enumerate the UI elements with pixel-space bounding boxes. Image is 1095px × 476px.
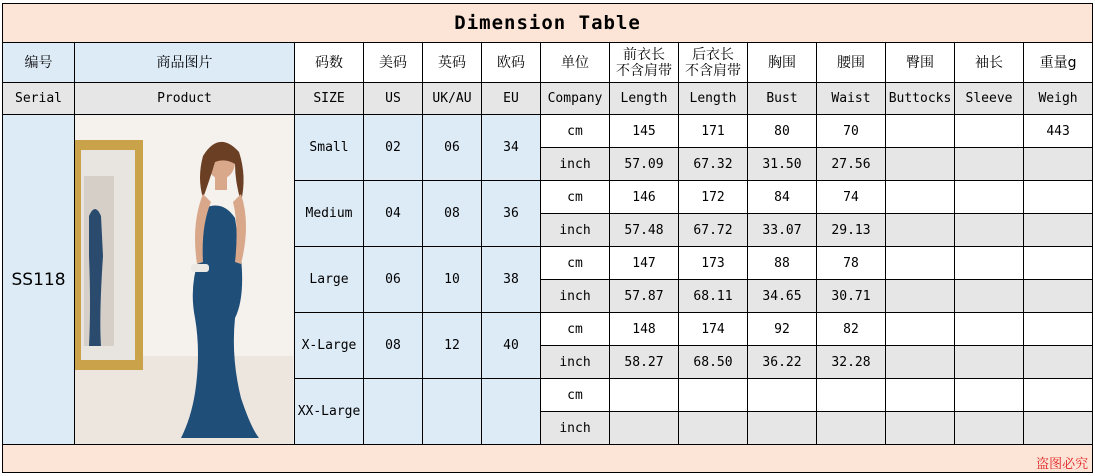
header-cn-unit: 单位 (541, 43, 610, 83)
bust-cm: 80 (748, 115, 817, 148)
back-length-cm: 171 (679, 115, 748, 148)
bust-inch (748, 412, 817, 445)
unit-inch: inch (541, 280, 610, 313)
weight-cm (1024, 379, 1093, 412)
front-length-inch: 58.27 (610, 346, 679, 379)
waist-cm (817, 379, 886, 412)
header-en-serial: Serial (3, 83, 75, 115)
footer-note: 盗图必究 (3, 445, 1093, 473)
sleeve-cm (955, 313, 1024, 346)
back-length-inch: 68.11 (679, 280, 748, 313)
weight-cm: 443 (1024, 115, 1093, 148)
waist-inch: 27.56 (817, 148, 886, 181)
sleeve-cm (955, 181, 1024, 214)
hips-cm (886, 247, 955, 280)
header-en-sleeve: Sleeve (955, 83, 1024, 115)
bust-inch: 34.65 (748, 280, 817, 313)
front-length-inch: 57.48 (610, 214, 679, 247)
front-length-cm: 148 (610, 313, 679, 346)
bust-inch: 31.50 (748, 148, 817, 181)
header-cn-waist: 腰围 (817, 43, 886, 83)
header-cn-front-length: 前衣长 不含肩带 (610, 43, 679, 83)
sleeve-inch (955, 346, 1024, 379)
header-en-eu: EU (482, 83, 541, 115)
sleeve-cm (955, 247, 1024, 280)
front-length-cm: 146 (610, 181, 679, 214)
unit-cm: cm (541, 115, 610, 148)
back-length-inch (679, 412, 748, 445)
table-title: Dimension Table (3, 4, 1093, 43)
header-cn-product: 商品图片 (75, 43, 295, 83)
header-en-uk: UK/AU (423, 83, 482, 115)
hips-inch (886, 148, 955, 181)
serial-number: SS118 (3, 115, 75, 445)
header-en-waist: Waist (817, 83, 886, 115)
sleeve-inch (955, 280, 1024, 313)
size-x-large: X-Large (295, 313, 364, 379)
eu-x-large: 40 (482, 313, 541, 379)
eu-small: 34 (482, 115, 541, 181)
weight-cm (1024, 247, 1093, 280)
weight-inch (1024, 214, 1093, 247)
waist-cm: 78 (817, 247, 886, 280)
front-length-cm: 147 (610, 247, 679, 280)
size-medium: Medium (295, 181, 364, 247)
product-photo (75, 116, 293, 444)
eu-xx-large (482, 379, 541, 445)
unit-inch: inch (541, 346, 610, 379)
us-large: 06 (364, 247, 423, 313)
size-small: Small (295, 115, 364, 181)
weight-cm (1024, 181, 1093, 214)
sleeve-inch (955, 412, 1024, 445)
header-en-bust: Bust (748, 83, 817, 115)
waist-inch: 32.28 (817, 346, 886, 379)
sleeve-cm (955, 115, 1024, 148)
bust-inch: 33.07 (748, 214, 817, 247)
waist-cm: 74 (817, 181, 886, 214)
size-xx-large: XX-Large (295, 379, 364, 445)
hips-cm (886, 115, 955, 148)
header-en-front-length: Length (610, 83, 679, 115)
back-length-inch: 68.50 (679, 346, 748, 379)
header-cn-size: 码数 (295, 43, 364, 83)
header-cn-bust: 胸围 (748, 43, 817, 83)
weight-inch (1024, 412, 1093, 445)
unit-cm: cm (541, 313, 610, 346)
back-length-cm: 172 (679, 181, 748, 214)
unit-inch: inch (541, 412, 610, 445)
eu-large: 38 (482, 247, 541, 313)
waist-inch: 29.13 (817, 214, 886, 247)
dimension-sheet (2, 3, 1092, 473)
unit-cm: cm (541, 247, 610, 280)
front-length-inch (610, 412, 679, 445)
hips-cm (886, 379, 955, 412)
header-cn-back-length: 后衣长 不含肩带 (679, 43, 748, 83)
bust-cm: 88 (748, 247, 817, 280)
header-cn-serial: 编号 (3, 43, 75, 83)
header-en-us: US (364, 83, 423, 115)
size-large: Large (295, 247, 364, 313)
us-medium: 04 (364, 181, 423, 247)
us-small: 02 (364, 115, 423, 181)
header-en-product: Product (75, 83, 295, 115)
hips-inch (886, 346, 955, 379)
waist-inch (817, 412, 886, 445)
weight-inch (1024, 148, 1093, 181)
hips-cm (886, 181, 955, 214)
header-en-unit: Company (541, 83, 610, 115)
hips-inch (886, 280, 955, 313)
header-cn-us: 美码 (364, 43, 423, 83)
uk-xx-large (423, 379, 482, 445)
back-length-cm (679, 379, 748, 412)
header-cn-sleeve: 袖长 (955, 43, 1024, 83)
unit-inch: inch (541, 148, 610, 181)
waist-inch: 30.71 (817, 280, 886, 313)
sleeve-inch (955, 214, 1024, 247)
waist-cm: 70 (817, 115, 886, 148)
front-length-inch: 57.87 (610, 280, 679, 313)
front-length-cm (610, 379, 679, 412)
header-en-size: SIZE (295, 83, 364, 115)
sleeve-cm (955, 379, 1024, 412)
unit-cm: cm (541, 181, 610, 214)
header-en-hips: Buttocks (886, 83, 955, 115)
sleeve-inch (955, 148, 1024, 181)
header-cn-weight: 重量g (1024, 43, 1093, 83)
back-length-inch: 67.32 (679, 148, 748, 181)
weight-cm (1024, 313, 1093, 346)
dimension-table (2, 3, 1093, 473)
header-cn-uk: 英码 (423, 43, 482, 83)
product-image (75, 115, 295, 445)
uk-x-large: 12 (423, 313, 482, 379)
eu-medium: 36 (482, 181, 541, 247)
hips-inch (886, 214, 955, 247)
unit-cm: cm (541, 379, 610, 412)
us-x-large: 08 (364, 313, 423, 379)
unit-inch: inch (541, 214, 610, 247)
back-length-cm: 173 (679, 247, 748, 280)
bust-cm: 92 (748, 313, 817, 346)
uk-large: 10 (423, 247, 482, 313)
back-length-inch: 67.72 (679, 214, 748, 247)
waist-cm: 82 (817, 313, 886, 346)
us-xx-large (364, 379, 423, 445)
header-en-weight: Weigh (1024, 83, 1093, 115)
weight-inch (1024, 346, 1093, 379)
bust-inch: 36.22 (748, 346, 817, 379)
hips-inch (886, 412, 955, 445)
header-cn-hips: 臀围 (886, 43, 955, 83)
header-cn-eu: 欧码 (482, 43, 541, 83)
header-row-cn (3, 43, 1093, 83)
front-length-cm: 145 (610, 115, 679, 148)
table-row (3, 115, 1093, 148)
weight-inch (1024, 280, 1093, 313)
header-en-back-length: Length (679, 83, 748, 115)
uk-small: 06 (423, 115, 482, 181)
bust-cm (748, 379, 817, 412)
uk-medium: 08 (423, 181, 482, 247)
header-row-en (3, 83, 1093, 115)
front-length-inch: 57.09 (610, 148, 679, 181)
bust-cm: 84 (748, 181, 817, 214)
hips-cm (886, 313, 955, 346)
back-length-cm: 174 (679, 313, 748, 346)
